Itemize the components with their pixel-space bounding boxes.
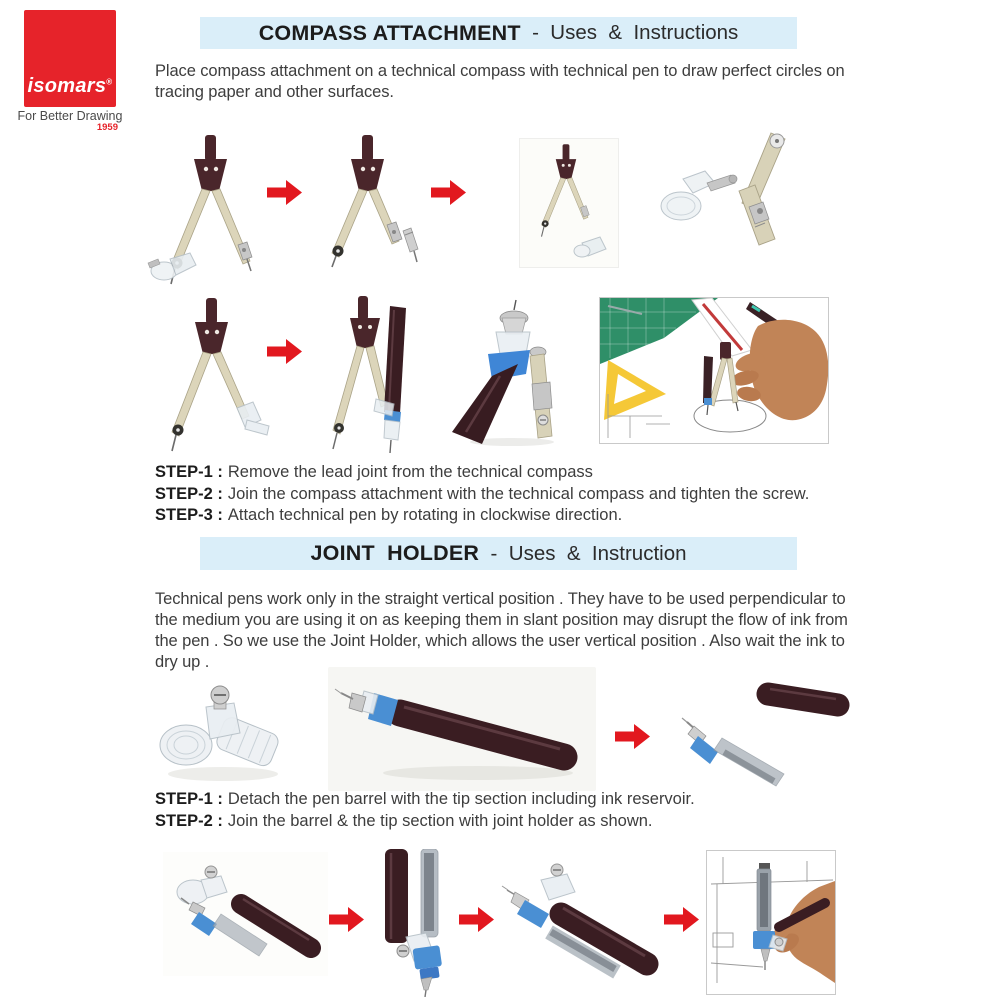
step-label: STEP-2 : xyxy=(155,811,223,830)
step-text: Join the barrel & the tip section with joint holder as shown. xyxy=(227,811,653,830)
red-arrow-right-icon xyxy=(431,179,466,206)
red-arrow-right-icon xyxy=(664,906,699,933)
vertical-pen-tip-section xyxy=(753,863,787,970)
red-arrow-right-icon xyxy=(267,179,302,206)
photo-compass-lead-joint-removed xyxy=(303,133,433,268)
photo-pen-assembled-with-joint-holder xyxy=(497,852,663,992)
compass-description: Place compass attachment on a technical compass with technical pen to draw perfect circles on tracing paper and other surfaces. xyxy=(155,62,845,101)
hand xyxy=(769,881,835,983)
logo-tagline: For Better Drawing xyxy=(17,109,123,123)
photo-compass-with-attachment-part xyxy=(146,133,276,288)
step-text: Attach technical pen by rotating in clockwise direction. xyxy=(227,506,623,524)
step-label: STEP-3 : xyxy=(155,506,223,524)
clear-attachment-piece xyxy=(574,237,606,257)
section-title-rest: - Uses & Instructions xyxy=(520,21,739,44)
detached-lead-joint xyxy=(403,228,418,262)
photo-hand-using-joint-holder xyxy=(706,850,836,995)
joint-holder-steps xyxy=(155,789,695,832)
step-row xyxy=(155,789,695,811)
photo-joining-closeup xyxy=(366,849,463,997)
hand xyxy=(730,320,828,420)
brand-name: isomars® xyxy=(27,75,113,97)
step-label: STEP-2 : xyxy=(155,484,223,503)
section-title-rest: - Uses & Instruction xyxy=(479,541,687,565)
step-row xyxy=(155,462,809,484)
step-label: STEP-1 : xyxy=(155,790,223,808)
red-arrow-right-icon xyxy=(615,723,650,750)
photo-compass-with-technical-pen xyxy=(318,294,443,462)
photo-compass-with-attachment-fitted xyxy=(147,296,277,456)
photo-joint-holder-part xyxy=(148,673,298,785)
step-row xyxy=(155,484,809,506)
step-row xyxy=(155,811,695,833)
step-text: Join the compass attachment with the technical compass and tighten the screw. xyxy=(227,484,810,503)
photo-attachment-closeup-with-compass-leg xyxy=(643,131,818,271)
section-title-joint-holder xyxy=(200,537,797,570)
red-arrow-right-icon xyxy=(459,906,494,933)
photo-compass-on-card xyxy=(519,138,619,268)
technical-pen xyxy=(384,306,406,453)
photo-pen-detached xyxy=(672,672,852,790)
logo-year: 1959 xyxy=(96,122,118,133)
red-arrow-right-icon xyxy=(329,906,364,933)
photo-hand-drawing-circle xyxy=(599,297,829,444)
step-text: Remove the lead joint from the technical compass xyxy=(227,463,593,481)
photo-technical-pen xyxy=(328,667,596,791)
photo-pen-mounted-closeup xyxy=(452,296,572,446)
section-title-bold: JOINT HOLDER xyxy=(310,541,480,565)
isomars-logo xyxy=(24,10,116,107)
section-title-bold: COMPASS ATTACHMENT xyxy=(258,20,521,45)
step-text: Detach the pen barrel with the tip section including ink reservoir. xyxy=(227,790,695,808)
registered-mark: ® xyxy=(106,77,113,87)
photo-pen-parts-with-joint-holder xyxy=(163,852,328,976)
compass-steps xyxy=(155,462,809,527)
step-label: STEP-1 : xyxy=(155,463,223,481)
clear-attachment-piece xyxy=(148,253,196,280)
step-row xyxy=(155,505,809,527)
joint-holder-description: Technical pens work only in the straight vertical position . They have to be used perpendicular to the medium you are using it on as keeping them in slant position may disrupt the flow of ink from the pen . So we use the Joint Holder, which allows the user vertical position . Also wait the ink to dry up . xyxy=(155,590,848,671)
section-title-compass-attachment xyxy=(200,17,797,49)
clear-attachment-fitted xyxy=(237,402,269,435)
red-arrow-right-icon xyxy=(267,338,302,365)
